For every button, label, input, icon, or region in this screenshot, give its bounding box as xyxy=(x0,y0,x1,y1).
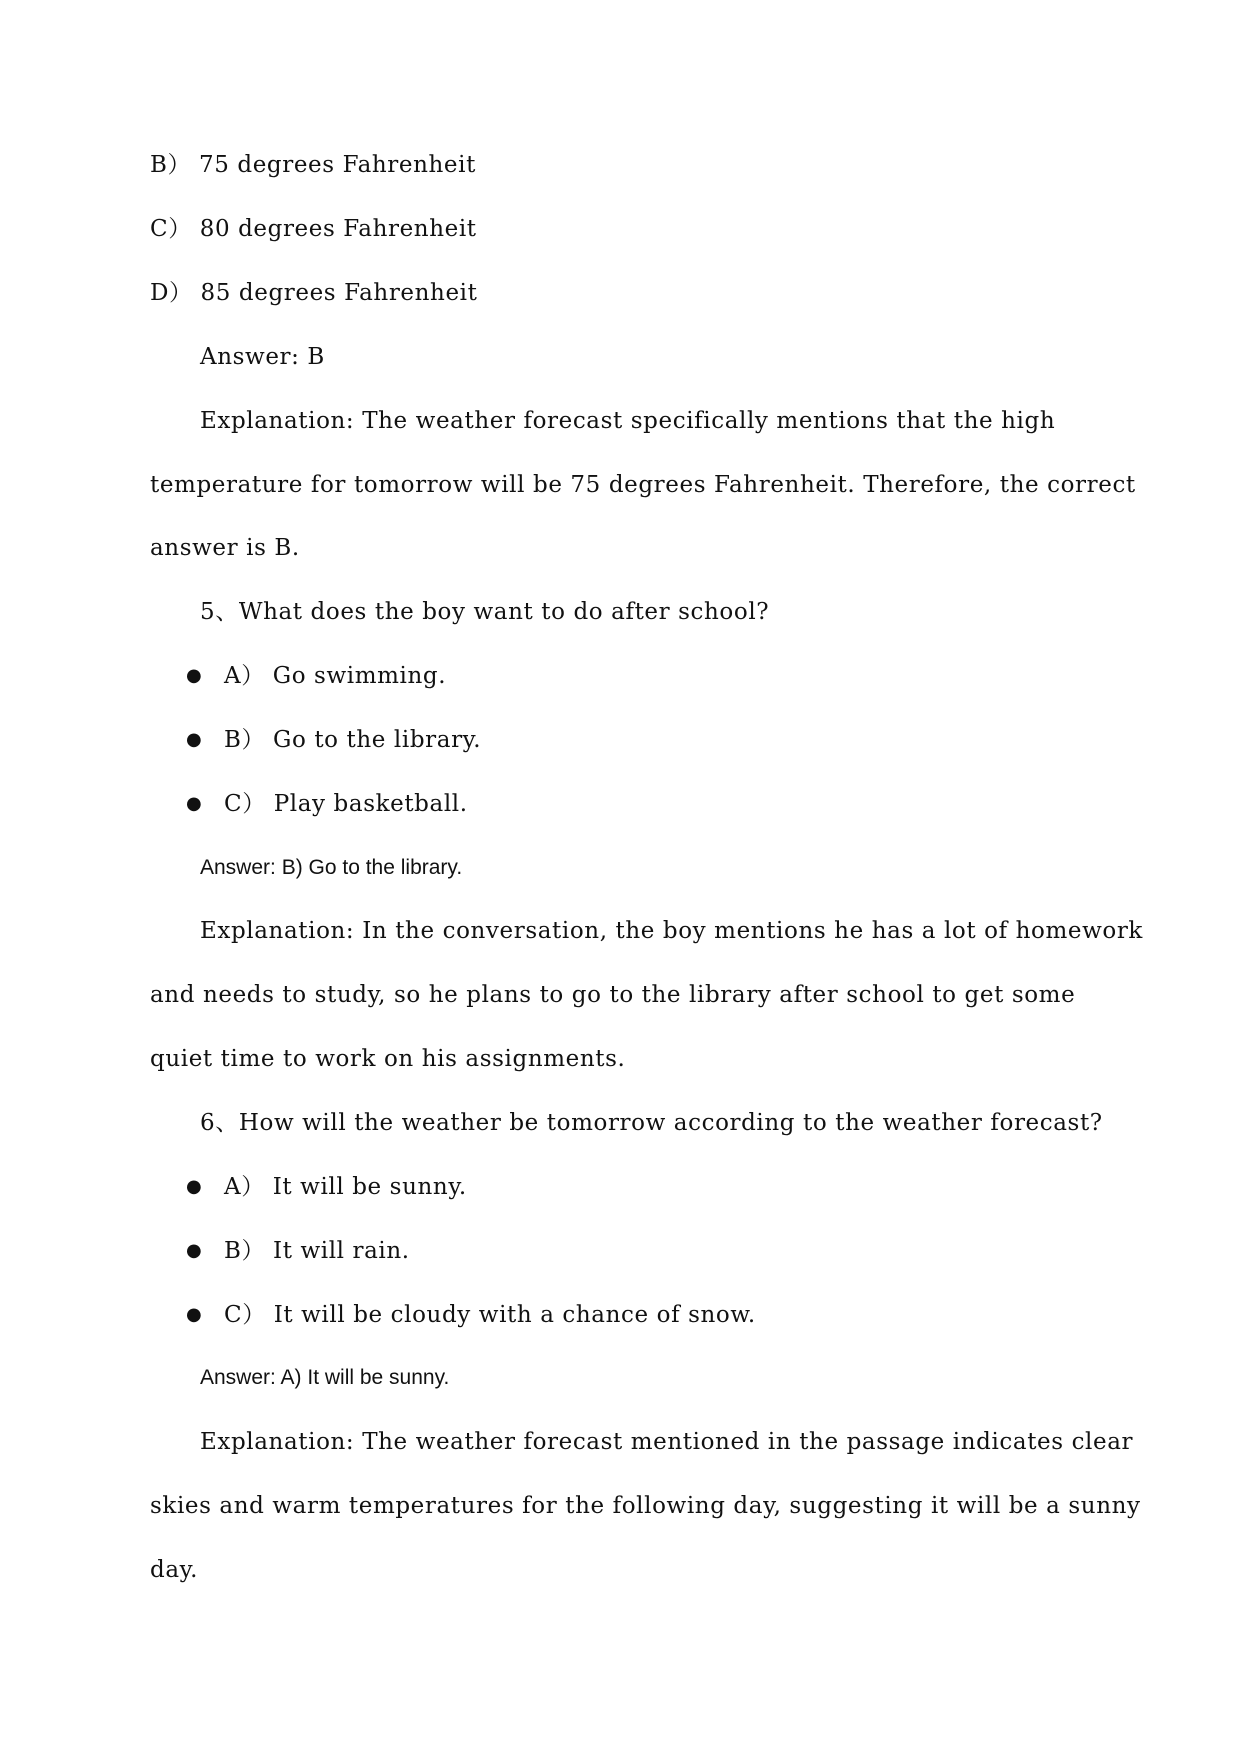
q5-question: 5、What does the boy want to do after school? xyxy=(200,599,770,625)
q5-explanation-line-1: Explanation: In the conversation, the boy mentions he has a lot of homework xyxy=(200,918,1143,944)
q4-explanation-line-2: temperature for tomorrow will be 75 degrees Fahrenheit. Therefore, the correct xyxy=(150,472,1136,498)
bullet-icon: ● xyxy=(186,793,202,814)
q4-answer: Answer: B xyxy=(200,344,325,370)
q4-explanation-line-1: Explanation: The weather forecast specifically mentions that the high xyxy=(200,408,1056,434)
q6-explanation-line-1: Explanation: The weather forecast mentioned in the passage indicates clear xyxy=(200,1429,1134,1455)
q5-explanation-line-2: and needs to study, so he plans to go to the library after school to get some xyxy=(150,982,1076,1008)
option-d-fahrenheit: D） 85 degrees Fahrenheit xyxy=(150,280,478,306)
q6-explanation-line-2: skies and warm temperatures for the following day, suggesting it will be a sunny xyxy=(150,1493,1141,1519)
q6-question: 6、How will the weather be tomorrow according to the weather forecast? xyxy=(200,1110,1103,1136)
bullet-icon: ● xyxy=(186,1240,202,1261)
bullet-icon: ● xyxy=(186,1176,202,1197)
q5-option-a: A） Go swimming. xyxy=(224,663,447,689)
q6-option-b: B） It will rain. xyxy=(224,1238,410,1264)
q6-explanation-line-3: day. xyxy=(150,1557,199,1583)
q6-option-c: C） It will be cloudy with a chance of snow. xyxy=(224,1302,756,1328)
q4-explanation-line-3: answer is B. xyxy=(150,535,300,561)
option-b-fahrenheit: B） 75 degrees Fahrenheit xyxy=(150,152,476,178)
q5-option-c: C） Play basketball. xyxy=(224,791,468,817)
bullet-icon: ● xyxy=(186,1304,202,1325)
bullet-icon: ● xyxy=(186,729,202,750)
q6-answer: Answer: A) It will be sunny. xyxy=(200,1366,450,1389)
bullet-icon: ● xyxy=(186,665,202,686)
q5-answer: Answer: B) Go to the library. xyxy=(200,856,463,879)
option-c-fahrenheit: C） 80 degrees Fahrenheit xyxy=(150,216,477,242)
q5-explanation-line-3: quiet time to work on his assignments. xyxy=(150,1046,626,1072)
q6-option-a: A） It will be sunny. xyxy=(224,1174,467,1200)
q5-option-b: B） Go to the library. xyxy=(224,727,482,753)
